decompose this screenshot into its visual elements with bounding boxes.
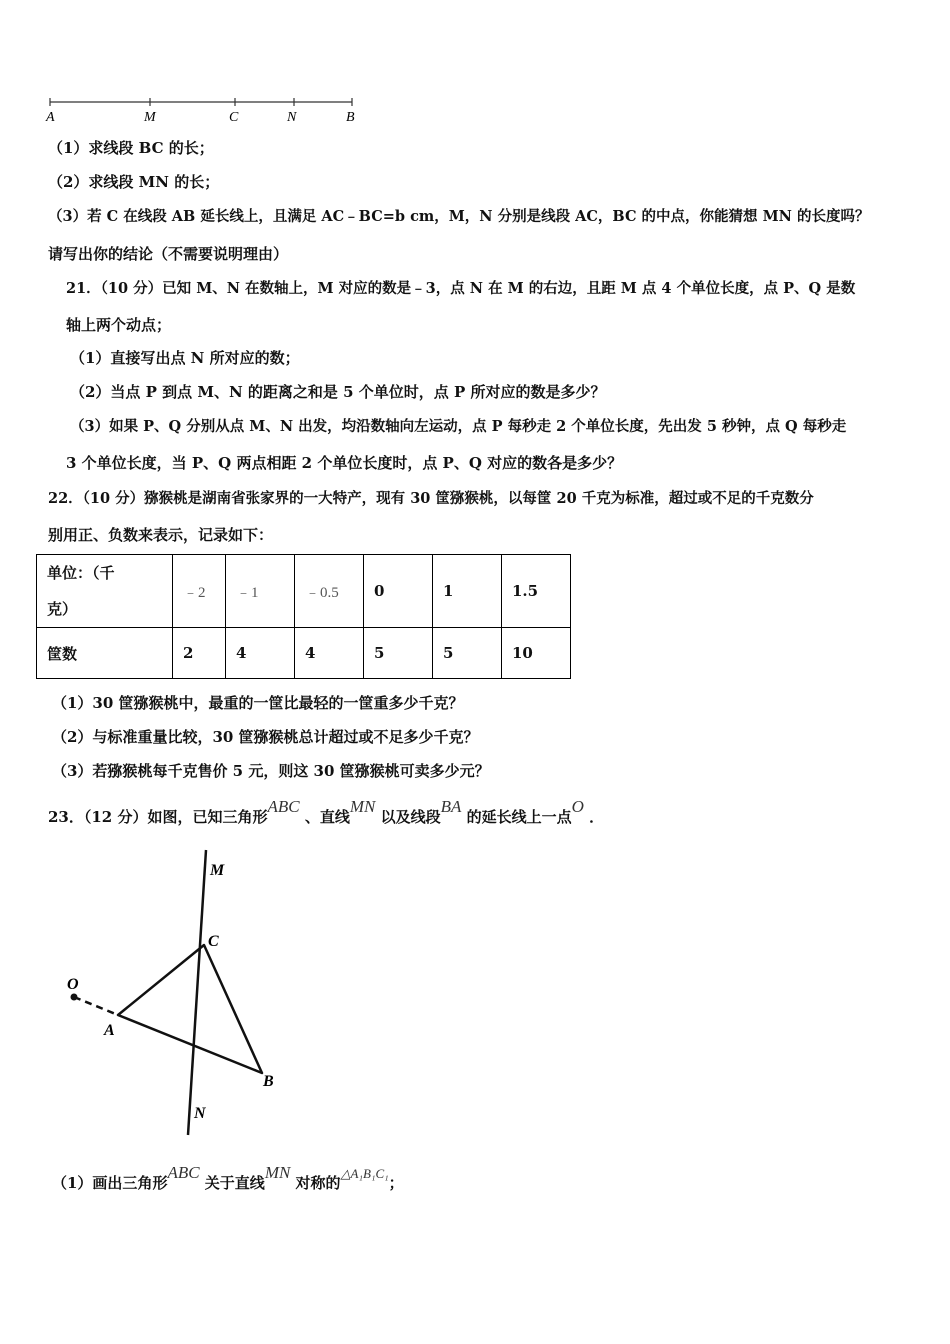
fig-label-m: M — [210, 862, 225, 879]
table-cell: 4 — [295, 628, 364, 679]
table-row — [37, 555, 571, 628]
table-cell: 1.5 — [502, 555, 571, 628]
table-cell: ﹣1 — [226, 555, 295, 628]
q23-stem: 23．（12 分）如图，已知三角形ABC 、直线MN 以及线段BA 的延长线上一点O ． — [48, 797, 605, 826]
q22-part3: （3）若猕猴桃每千克售价 5 元，则这 30 筐猕猴桃可卖多少元？ — [52, 762, 490, 780]
q21-stem: 21．（10 分）已知 M、N 在数轴上，M 对应的数是﹣3，点 N 在 M 的右边，且距 M 点 4 个单位长度，点 P、Q 是数 — [66, 280, 856, 297]
table-row-header: 筐数 — [37, 628, 173, 679]
table-cell: 10 — [502, 628, 571, 679]
table-cell: ﹣2 — [173, 555, 226, 628]
q22-stem: 22．（10 分）猕猴桃是湖南省张家界的一大特产，现有 30 筐猕猴桃，以每筐 20 千克为标准，超过或不足的千克数分 — [48, 490, 814, 507]
segment-figure — [40, 88, 370, 128]
table-cell: 2 — [173, 628, 226, 679]
q21-part3: （3）如果 P、Q 分别从点 M、N 出发，均沿数轴向左运动，点 P 每秒走 2 个单位长度，先出发 5 秒钟，点 Q 每秒走 — [70, 418, 847, 435]
table-cell: 5 — [364, 628, 433, 679]
table-cell: 1 — [433, 555, 502, 628]
q22-part2: （2）与标准重量比较，30 筐猕猴桃总计超过或不足多少千克？ — [52, 728, 479, 746]
fig-label-n: N — [194, 1105, 206, 1122]
q20-part2: （2）求线段 MN 的长； — [48, 173, 220, 191]
q21-stem-cont: 轴上两个动点； — [66, 316, 172, 334]
point-label-n: N — [287, 110, 297, 125]
table-cell: 0 — [364, 555, 433, 628]
q21-part3-cont: 3 个单位长度，当 P、Q 两点相距 2 个单位长度时，点 P、Q 对应的数各是多少？ — [66, 454, 623, 472]
point-label-a: A — [46, 110, 55, 125]
math-ba: BA — [440, 797, 462, 816]
extension-oa — [74, 997, 118, 1015]
point-label-c: C — [229, 110, 239, 125]
fig-label-c: C — [208, 933, 219, 950]
math-abc: ABC — [167, 1163, 200, 1182]
triangle-figure — [60, 845, 320, 1145]
math-mn: MN — [349, 797, 376, 816]
q20-part3: （3）若 C 在线段 AB 延长线上，且满足 AC﹣BC=b cm，M，N 分别是线段 AC，BC 的中点，你能猜想 MN 的长度吗？ — [48, 208, 870, 225]
fig-label-o: O — [67, 976, 79, 993]
table-cell: 5 — [433, 628, 502, 679]
math-o: O — [571, 797, 584, 816]
q23-part1: （1）画出三角形ABC 关于直线MN 对称的△A₁B₁C₁； — [52, 1163, 404, 1192]
math-triangle-a1b1c1: △A₁B₁C₁ — [340, 1166, 389, 1181]
point-label-b: B — [346, 110, 355, 125]
q22-stem-cont: 别用正、负数来表示，记录如下： — [48, 526, 274, 544]
table-row-header: 单位：（千 克） — [37, 555, 173, 628]
math-mn: MN — [264, 1163, 291, 1182]
q21-part2: （2）当点 P 到点 M、N 的距离之和是 5 个单位时，点 P 所对应的数是多少？ — [70, 383, 606, 401]
q20-part3-cont: 请写出你的结论（不需要说明理由） — [48, 245, 289, 263]
triangle-abc — [118, 945, 262, 1073]
point-label-m: M — [144, 110, 156, 125]
fig-label-a: A — [104, 1022, 115, 1039]
table-row — [37, 628, 571, 679]
weight-table — [36, 554, 571, 679]
line-mn — [188, 850, 206, 1135]
math-abc: ABC — [267, 797, 300, 816]
table-cell: ﹣0.5 — [295, 555, 364, 628]
q21-part1: （1）直接写出点 N 所对应的数； — [70, 349, 300, 367]
q22-part1: （1）30 筐猕猴桃中，最重的一筐比最轻的一筐重多少千克？ — [52, 694, 464, 712]
fig-label-b: B — [263, 1073, 274, 1090]
q20-part1: （1）求线段 BC 的长； — [48, 139, 214, 157]
point-o — [71, 994, 78, 1001]
table-cell: 4 — [226, 628, 295, 679]
